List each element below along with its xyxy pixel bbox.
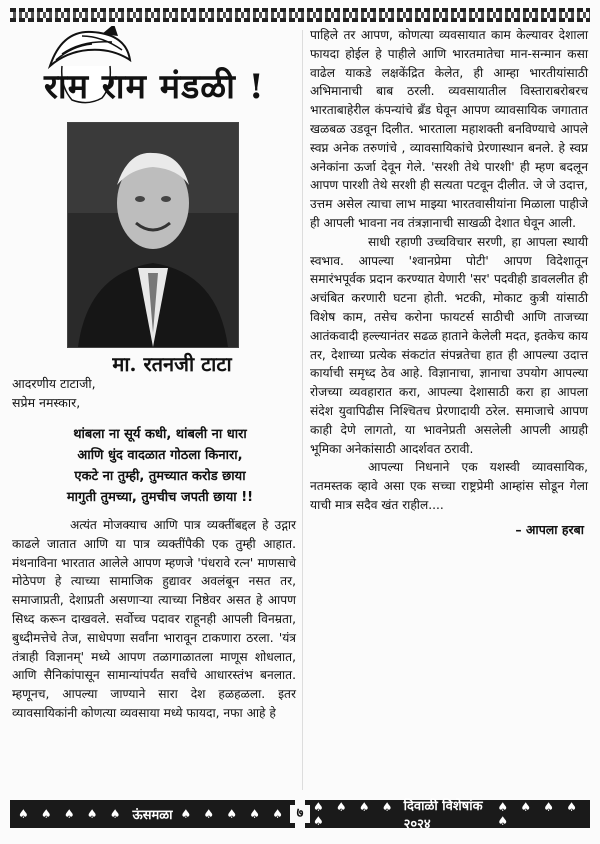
diya-icon: ♠ ♠ ♠ ♠ ♠ xyxy=(497,800,581,828)
body-paragraph-1: पाहिले तर आपण, कोणत्या व्यवसायात काम केल्यावर देशाला फायदा होईल हे पाहीले आणि भारतमातेचा मान-सन्मान कसा वाढेल याकडे लक्षकेंद्रित केलेत, ही आम्हा भारतीयांसाठी अभिमानाची बाब ठरली. व्यवसायातील विस्ताराबरोबरच भारताबाहेरील कंपन्यांचे ब्रँड घेवून आपण व्यावसायिक जगातात खळबळ उडवून दिलीत. भारताला महाशक्ती बनविण्याचे आपले स्वप्न अनेक तरुणांचे , व्यावसायिकांचे प्रेरणास्थान बनले. हे स्वप्न अनेकांना ऊर्जा देवून गेले. 'सरशी तेथे पारशी' ही म्हण बदलून आपण पारशी तेथे सरशी ही सत्यता पटवून दीलीत. जे जे उदात्त, उत्तम असेल त्याचा लाभ माझ्या भारतवासीयांना मिळाला पाहीजे ही आपली भावना नव तंत्रज्ञानाची साखळी देशात घेवून आली. xyxy=(310,28,588,230)
greeting-line-2: सप्रेम नमस्कार, xyxy=(12,395,81,410)
footer-left xyxy=(10,800,295,828)
diya-icon: ♠ ♠ ♠ ♠ ♠ xyxy=(18,807,125,821)
poem-line: मागुती तुमच्या, तुमचीच जपती छाया !! xyxy=(66,490,254,505)
masthead-title: राम राम मंडळी ! xyxy=(44,67,265,107)
footer-issue: दिवाळी विशेषांक २०२४ xyxy=(403,799,483,832)
diya-icon: ♠ ♠ ♠ ♠ ♠ xyxy=(313,800,397,828)
masthead xyxy=(12,26,296,122)
greeting xyxy=(12,374,96,412)
column-divider xyxy=(302,30,303,790)
poem-line: एकटे ना तुम्ही, तुमच्यात करोड छाया xyxy=(74,469,246,484)
top-border xyxy=(10,8,590,22)
poem xyxy=(24,424,296,508)
portrait-photo xyxy=(67,122,239,348)
portrait-image xyxy=(68,123,238,347)
person-name: मा. रतनजी टाटा xyxy=(112,352,232,376)
left-column xyxy=(12,26,296,720)
footer-publication: ऊंसमळा xyxy=(132,808,173,823)
body-paragraph-left: अत्यंत मोजक्याच आणि पात्र व्यक्तींबद्दल हे उद्गार काढले जातात आणि या पात्र व्यक्तींपैकी एक तुम्ही आहात. मंथनाविना भारतात आलेले आपण म्हणजे 'पंधरावे रत्न' माणसाचे मोठेपण हे त्याच्या सामाजिक हुद्यावर अवलंबून नसत तर, समाजाप्रती, देशाप्रती असणाऱ्या त्याच्या निष्ठेवर असत हे आपण सिध्द करून दाखवले. सर्वोच्च पदावर राहूनही आपली विनम्रता, बुध्दीमत्तेचे तेज, साधेपणा सर्वांना भारावून टाकणारा ठरला. 'यंत्र तंत्राही विज्ञानम्' मध्ये आपण तळागाळातला माणूस शोधलात, आणि सैनिकांपासून सामान्यांपर्यंत सर्वांचे आधारस्तंभ बनलात. म्हणूनच, आपल्या जाण्याने सारा देश हळहळला. इतर व्यावसायिकांनी कोणत्या व्यवसाया मध्ये फायदा, नफा आहे हे xyxy=(12,518,296,720)
body-paragraph-3: आपल्या निधनाने एक यशस्वी व्यावसायिक, नतमस्तक व्हावे असा एक सच्चा राष्ट्रप्रेमी आम्हांस सोडून गेला याची मात्र सदैव खंत राहील.... xyxy=(310,460,588,512)
body-paragraph-2: साधी रहाणी उच्चविचार सरणी, हा आपला स्थायी स्वभाव. आपल्या 'श्वानप्रेमा पोटी' आपण विदेशातून समारंभपूर्वक प्रदान करण्यात येणारी 'सर' पदवीही डावललीत ही अचंबित करणारी घटना होती. भटकी, मोकाट कुत्री यांसाठी विशेष काम, तसेच करोना फायटर्स साठीची आणि ताजच्या आतंकवादी हल्ल्यानंतर सढळ हाताने केलेली मदत, इतकेच काय तर, देशाच्या प्रत्येक संकटांत संपन्नतेचा हात ही आपल्या उदात्त कार्याची समृध्द ठेव आहे. विज्ञानाचा, ज्ञानाचा उपयोग आपल्या रोजच्या व्यवहारात करा, आपल्या देशासाठी करा हा आपला संदेश युवापिढीस निश्चितच प्रेरणादायी ठरेल. समाजाचे आपण काही देणे लागतो, या भावनेप्रती असलेली आपली आग्रही भूमिका अनेकांसाठी आदर्शवत ठरावी. xyxy=(310,234,588,456)
signature: – आपला हरबा xyxy=(515,521,584,537)
poem-line: आणि धुंद वादळात गोठला किनारा, xyxy=(77,448,243,463)
poem-line: थांबला ना सूर्य कधी, थांबली ना धारा xyxy=(73,427,247,442)
right-column xyxy=(310,26,588,538)
greeting-line-1: आदरणीय टाटाजी, xyxy=(12,376,96,391)
diya-icon: ♠ ♠ ♠ ♠ ♠ xyxy=(180,807,287,821)
page-number: ७ xyxy=(290,805,310,823)
footer-right xyxy=(305,799,590,832)
